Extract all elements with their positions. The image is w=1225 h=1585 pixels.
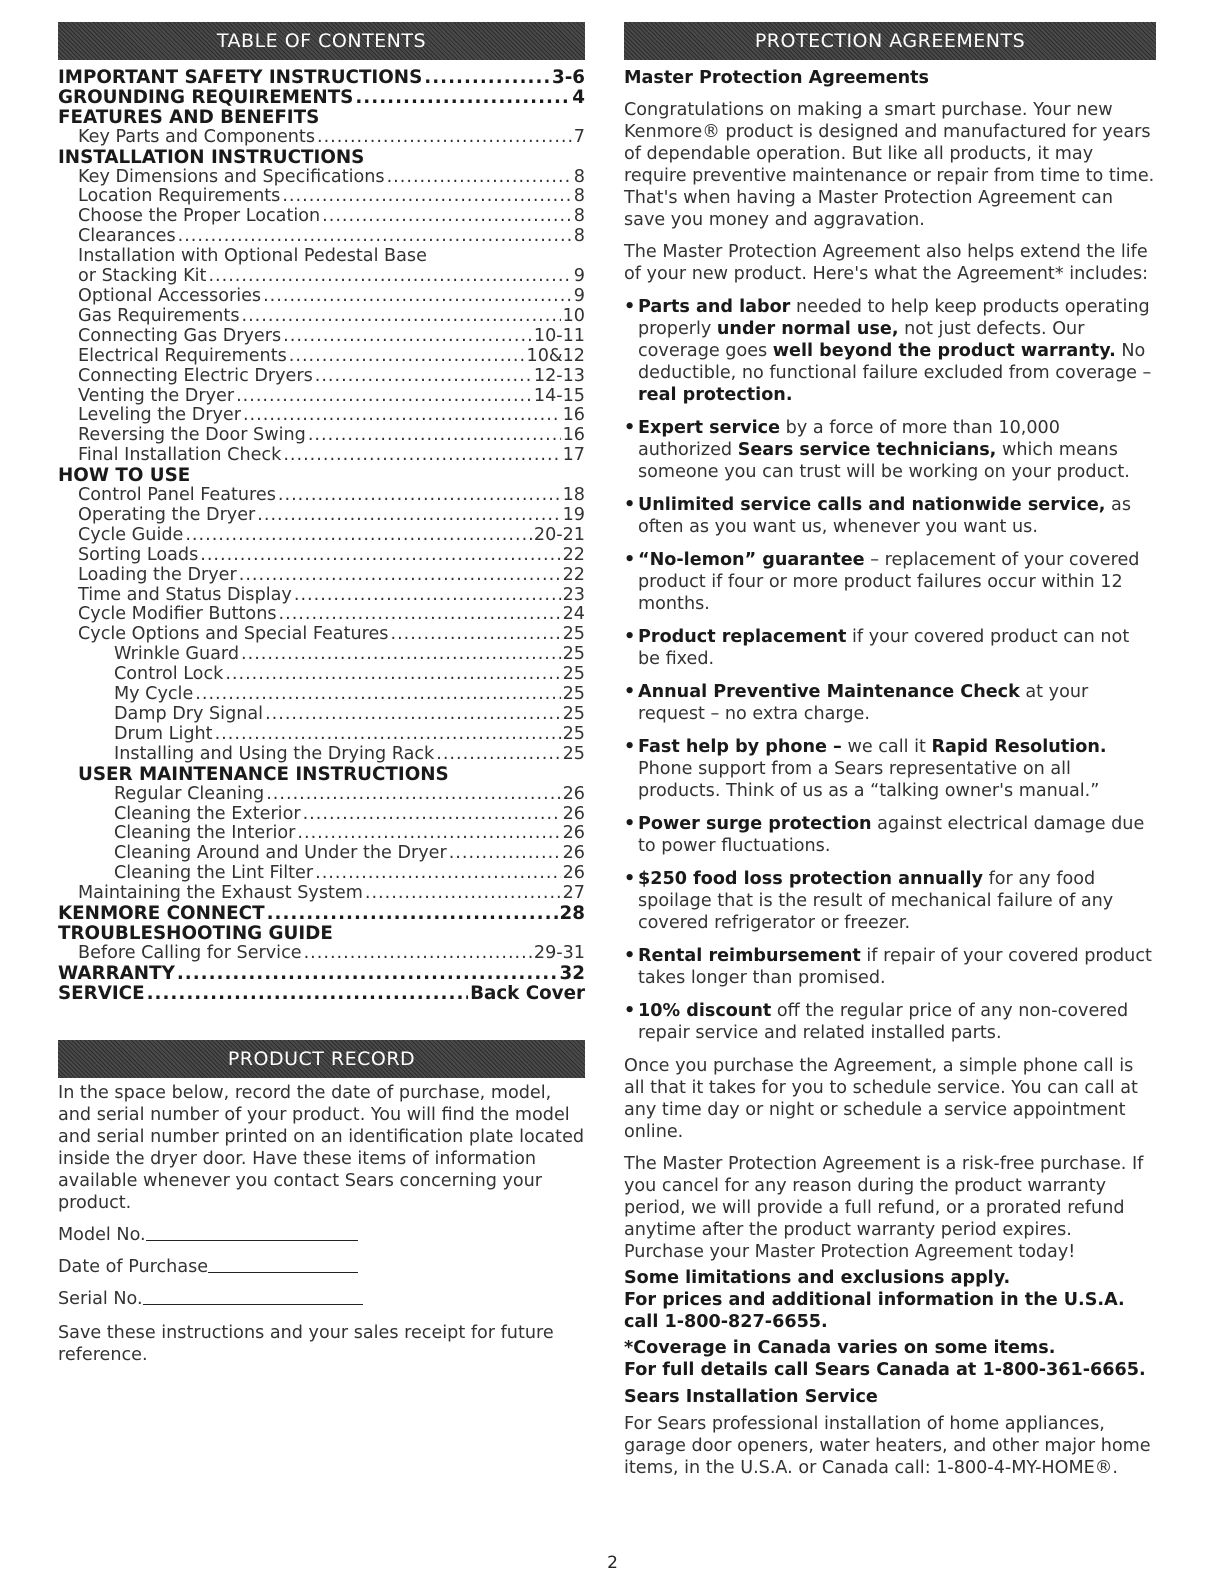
- toc-entry-title: INSTALLATION INSTRUCTIONS: [58, 147, 365, 168]
- toc-leader-dots: [243, 406, 561, 426]
- date-line: [208, 1272, 358, 1273]
- toc-entry-title: Key Parts and Components: [78, 127, 315, 147]
- toc-entry-page: 20-21: [533, 525, 585, 545]
- toc-entry: [58, 267, 585, 287]
- bullet-food-loss: • $250 food loss protection annually for any food spoilage that is the result of mechanical failure of any covered refrigerator or freezer.: [624, 869, 1114, 933]
- toc-entry: [58, 367, 585, 387]
- canada-coverage-text: *Coverage in Canada varies on some items.: [624, 1338, 1056, 1358]
- toc-entry-title: Maintaining the Exhaust System: [78, 884, 363, 904]
- toc-entry-title: HOW TO USE: [58, 466, 191, 487]
- toc-entry-title: TROUBLESHOOTING GUIDE: [58, 923, 333, 944]
- toc-entry-page: Back Cover: [470, 983, 585, 1004]
- toc-leader-dots: [147, 984, 468, 1004]
- toc-banner: TABLE OF CONTENTS: [58, 22, 585, 60]
- toc-entry-title: Loading the Dryer: [78, 565, 237, 585]
- toc-entry-page: 26: [562, 804, 585, 824]
- toc-entry-title: SERVICE: [58, 983, 145, 1004]
- toc-leader-dots: [236, 387, 532, 407]
- toc-entry-page: 8: [573, 187, 585, 207]
- toc-entry-page: 25: [562, 625, 585, 645]
- toc-entry-title: Leveling the Dryer: [78, 406, 241, 426]
- toc-entry-page: 26: [562, 844, 585, 864]
- installation-service-text: For Sears professional installation of home appliances, garage door openers, water heaters, and other major home items, in the U.S.A. or Canada call: 1-800-4-MY-HOME®.: [624, 1414, 1151, 1478]
- toc-leader-dots: [241, 645, 561, 665]
- toc-entry-title: Final Installation Check: [78, 446, 282, 466]
- toc-entry-page: 8: [573, 167, 585, 187]
- toc-entry: [58, 68, 585, 88]
- toc-entry-page: 23: [562, 585, 585, 605]
- toc-entry: [58, 406, 585, 426]
- toc-entry-page: 28: [559, 904, 585, 924]
- toc-entry-title: Wrinkle Guard: [114, 645, 240, 665]
- toc-entry-page: 26: [562, 864, 585, 884]
- toc-entry: [58, 805, 585, 825]
- toc-entry: [58, 625, 585, 645]
- toc-entry: [58, 347, 585, 367]
- toc-entry-title: Cycle Options and Special Features: [78, 625, 389, 645]
- toc-entry: [58, 566, 585, 586]
- us-prices-text: For prices and additional information in the U.S.A. call 1-800-827-6655.: [624, 1290, 1125, 1332]
- toc-entry-page: 10: [562, 306, 585, 326]
- toc-entry-title: Choose the Proper Location: [78, 207, 321, 227]
- toc-entry-title: Control Lock: [114, 665, 224, 685]
- toc-leader-dots: [283, 327, 532, 347]
- toc-leader-dots: [424, 68, 550, 88]
- extend-life-paragraph: The Master Protection Agreement also helps extend the life of your new product. Here's what the Agreement* includes:: [624, 242, 1149, 284]
- toc-leader-dots: [387, 168, 572, 188]
- toc-entry: [58, 944, 585, 964]
- toc-entry: [58, 605, 585, 625]
- toc-leader-dots: [267, 904, 558, 924]
- toc-leader-dots: [265, 705, 561, 725]
- toc-leader-dots: [315, 864, 561, 884]
- bullet-annual-check: • Annual Preventive Maintenance Check at your request – no extra charge.: [624, 682, 1089, 724]
- toc-entry: [58, 446, 585, 466]
- toc-leader-dots: [308, 426, 561, 446]
- purchase-paragraph: Once you purchase the Agreement, a simple phone call is all that it takes for you to schedule service. You can call at any time day or night or schedule a service appointment online.: [624, 1056, 1138, 1142]
- serial-label: Serial No.: [58, 1289, 143, 1309]
- toc-entry-title: Regular Cleaning: [114, 784, 265, 804]
- toc-entry-title: Connecting Electric Dryers: [78, 366, 313, 386]
- toc-entry-title: Cleaning Around and Under the Dryer: [114, 844, 447, 864]
- toc-entry-page: 22: [562, 565, 585, 585]
- toc-entry-title: Key Dimensions and Specifications: [78, 167, 385, 187]
- toc-entry-page: 16: [562, 426, 585, 446]
- toc-leader-dots: [215, 725, 561, 745]
- toc-leader-dots: [390, 625, 560, 645]
- toc-entry-page: 9: [573, 286, 585, 306]
- toc-entry: [58, 307, 585, 327]
- toc-entry: [58, 506, 585, 526]
- toc-entry-title: WARRANTY: [58, 963, 175, 984]
- toc-leader-dots: [263, 287, 572, 307]
- bullet-parts-labor: • Parts and labor needed to help keep products operating properly under normal use, not just defects. Our coverage goes well beyond the product warranty. No deductible, no functional failure excluded from coverage – real protection.: [624, 297, 1152, 405]
- toc-leader-dots: [317, 128, 572, 148]
- toc-entry-title: KENMORE CONNECT: [58, 904, 265, 924]
- toc-entry: [58, 844, 585, 864]
- toc-leader-dots: [283, 446, 560, 466]
- bullet-discount: • 10% discount off the regular price of any non-covered repair service and related installed parts.: [624, 1001, 1129, 1043]
- toc-leader-dots: [208, 267, 571, 287]
- toc-entry: [58, 546, 585, 566]
- toc-entry: [58, 486, 585, 506]
- serial-line: [143, 1304, 363, 1305]
- toc-entry-page: 25: [562, 665, 585, 685]
- model-line: [146, 1240, 358, 1241]
- toc-leader-dots: [322, 207, 572, 227]
- toc-entry-title: Cycle Modifier Buttons: [78, 605, 277, 625]
- product-record-banner: PRODUCT RECORD: [58, 1040, 585, 1078]
- toc-entry: [58, 824, 585, 844]
- toc-entry: [58, 745, 585, 765]
- toc-entry-page: 8: [573, 227, 585, 247]
- toc-entry-title: Optional Accessories: [78, 286, 262, 306]
- toc-leader-dots: [279, 605, 561, 625]
- model-label: Model No.: [58, 1225, 146, 1245]
- toc-entry-title: Drum Light: [114, 724, 213, 744]
- toc-entry-title: Damp Dry Signal: [114, 705, 264, 724]
- date-field: [58, 1256, 585, 1278]
- toc-entry-title: Cleaning the Exterior: [114, 804, 301, 824]
- bullet-unlimited-service: • Unlimited service calls and nationwide service, as often as you want us, whenever you want us.: [624, 495, 1132, 537]
- toc-entry-title: Reversing the Door Swing: [78, 426, 306, 446]
- toc-entry-title: IMPORTANT SAFETY INSTRUCTIONS: [58, 68, 423, 88]
- toc-entry: [58, 904, 585, 924]
- toc-entry: [58, 884, 585, 904]
- toc-entry: [58, 685, 585, 705]
- toc-entry: [58, 785, 585, 805]
- page-number: 2: [607, 1553, 618, 1573]
- toc-entry-title: Location Requirements: [78, 187, 281, 207]
- toc-leader-dots: [303, 805, 561, 825]
- toc-leader-dots: [257, 506, 560, 526]
- toc-entry: [58, 466, 585, 486]
- bullet-fast-help: • Fast help by phone – we call it Rapid Resolution. Phone support from a Sears representative on all products. Think of us as a “talking owner's manual.”: [624, 737, 1107, 801]
- protection-section: [624, 22, 1156, 1479]
- canada-details-text: For full details call Sears Canada at 1-800-361-6665.: [624, 1360, 1146, 1380]
- toc-entry-page: 14-15: [533, 386, 585, 406]
- toc-entry-title: Operating the Dryer: [78, 505, 256, 525]
- toc-entry: [58, 108, 585, 128]
- toc-leader-dots: [304, 944, 532, 964]
- save-instructions-text: Save these instructions and your sales receipt for future reference.: [58, 1323, 554, 1365]
- toc-entry-page: 25: [562, 744, 585, 764]
- toc-leader-dots: [315, 367, 532, 387]
- toc-leader-dots: [278, 486, 561, 506]
- toc-entry-page: 22: [562, 545, 585, 565]
- risk-free-paragraph: The Master Protection Agreement is a risk-free purchase. If you cancel for any reason during the product warranty period, we will provide a full refund, or a prorated refund anytime after the product warranty period expires. Purchase your Master Protection Agreement today!: [624, 1154, 1144, 1262]
- toc-entry-title: GROUNDING REQUIREMENTS: [58, 87, 354, 108]
- toc-entry: [58, 88, 585, 108]
- toc-entry: [58, 586, 585, 606]
- toc-leader-dots: [242, 307, 561, 327]
- toc-leader-dots: [200, 546, 560, 566]
- congrats-paragraph: Congratulations on making a smart purchase. Your new Kenmore® product is designed and manufactured for years of dependable operation. But like all products, it may require preventive maintenance or repair from time to time. That's when having a Master Protection Agreement can save you money and aggravation.: [624, 100, 1155, 230]
- toc-entry-page: 26: [562, 824, 585, 844]
- toc-entry: [58, 526, 585, 546]
- toc-entry-page: 8: [573, 207, 585, 227]
- limitations-text: Some limitations and exclusions apply.: [624, 1268, 1011, 1288]
- toc-entry-page: 19: [562, 505, 585, 525]
- toc-entry-page: 7: [573, 127, 585, 147]
- toc-leader-dots: [239, 566, 561, 586]
- toc-entry-title: or Stacking Kit: [78, 267, 207, 287]
- toc-leader-dots: [282, 187, 571, 207]
- serial-field: [58, 1288, 585, 1310]
- toc-leader-dots: [177, 964, 558, 984]
- toc-entry-page: 32: [559, 963, 585, 984]
- toc-entry-title: Venting the Dryer: [78, 386, 235, 406]
- toc-entry-page: 25: [562, 645, 585, 665]
- toc-entry-page: 3-6: [551, 68, 585, 88]
- toc-entry: [58, 327, 585, 347]
- toc-leader-dots: [449, 844, 561, 864]
- master-protection-heading: Master Protection Agreements: [624, 68, 930, 88]
- toc-entry-title: Cycle Guide: [78, 525, 184, 545]
- toc-entry-title: My Cycle: [114, 685, 194, 705]
- model-field: [58, 1224, 585, 1246]
- toc-entry-page: 16: [562, 406, 585, 426]
- bullet-expert-service: • Expert service by a force of more than 10,000 authorized Sears service technicians, which means someone you can trust will be working on your product.: [624, 418, 1130, 482]
- toc-leader-dots: [289, 347, 525, 367]
- toc-entry-page: 29-31: [533, 943, 585, 963]
- toc-leader-dots: [185, 526, 532, 546]
- toc-entry-title: Installation with Optional Pedestal Base: [78, 247, 427, 267]
- toc-entry: [58, 665, 585, 685]
- toc-list: [58, 68, 585, 1004]
- bullet-no-lemon: • “No-lemon” guarantee – replacement of your covered product if four or more product failures occur within 12 months.: [624, 550, 1140, 614]
- toc-entry-title: Sorting Loads: [78, 545, 199, 565]
- toc-leader-dots: [365, 884, 561, 904]
- toc-entry-title: Gas Requirements: [78, 306, 240, 326]
- toc-entry-title: Electrical Requirements: [78, 346, 287, 366]
- toc-entry: [58, 148, 585, 168]
- toc-entry-page: 17: [562, 446, 585, 466]
- toc-entry-title: Installing and Using the Drying Rack: [114, 744, 435, 764]
- toc-entry-page: 25: [562, 705, 585, 724]
- toc-entry-page: 26: [562, 784, 585, 804]
- toc-entry: [58, 187, 585, 207]
- toc-entry-page: 12-13: [533, 366, 585, 386]
- toc-entry-title: Cleaning the Interior: [114, 824, 296, 844]
- product-record-section: [58, 1040, 585, 1366]
- toc-leader-dots: [294, 586, 561, 606]
- toc-entry: [58, 964, 585, 984]
- toc-leader-dots: [355, 88, 570, 108]
- toc-entry-page: 25: [562, 724, 585, 744]
- product-record-text: In the space below, record the date of purchase, model, and serial number of your product. You will find the model and serial number printed on an identification plate located inside the dryer door. Have these items of information available whenever you contact Sears concerning your product.: [58, 1083, 585, 1213]
- toc-entry: [58, 128, 585, 148]
- toc-entry: [58, 725, 585, 745]
- bullet-power-surge: • Power surge protection against electrical damage due to power fluctuations.: [624, 814, 1145, 856]
- toc-leader-dots: [436, 745, 560, 765]
- installation-service-heading: Sears Installation Service: [624, 1387, 878, 1407]
- toc-entry-page: 25: [562, 685, 585, 705]
- toc-entry-page: 4: [572, 87, 585, 108]
- toc-entry-page: 24: [562, 605, 585, 625]
- toc-entry: [58, 207, 585, 227]
- toc-entry: [58, 765, 585, 785]
- toc-leader-dots: [266, 785, 560, 805]
- toc-leader-dots: [297, 824, 560, 844]
- protection-banner: PROTECTION AGREEMENTS: [624, 22, 1156, 60]
- toc-entry-title: Cleaning the Lint Filter: [114, 864, 314, 884]
- toc-entry: [58, 864, 585, 884]
- toc-leader-dots: [178, 227, 572, 247]
- toc-entry-page: 10-11: [533, 326, 585, 346]
- toc-entry: [58, 426, 585, 446]
- toc-entry-page: 27: [562, 884, 585, 904]
- bullet-product-replacement: • Product replacement if your covered product can not be fixed.: [624, 627, 1130, 669]
- toc-entry-page: 18: [562, 486, 585, 506]
- toc-entry: [58, 984, 585, 1004]
- toc-entry: [58, 645, 585, 665]
- toc-entry: [58, 247, 585, 267]
- toc-entry: [58, 227, 585, 247]
- toc-entry: [58, 387, 585, 407]
- toc-entry: [58, 287, 585, 307]
- toc-entry-title: Control Panel Features: [78, 486, 276, 506]
- toc-section: [58, 22, 585, 1004]
- toc-entry: [58, 705, 585, 725]
- toc-entry-title: FEATURES AND BENEFITS: [58, 107, 320, 128]
- toc-entry-title: Connecting Gas Dryers: [78, 326, 282, 346]
- toc-entry-title: Before Calling for Service: [78, 943, 302, 963]
- bullet-rental-reimbursement: • Rental reimbursement if repair of your covered product takes longer than promised.: [624, 946, 1152, 988]
- toc-entry-title: Time and Status Display: [78, 585, 292, 605]
- toc-entry-title: Clearances: [78, 227, 176, 247]
- toc-entry: [58, 168, 585, 188]
- toc-entry-title: USER MAINTENANCE INSTRUCTIONS: [78, 764, 449, 785]
- toc-leader-dots: [225, 665, 560, 685]
- toc-leader-dots: [195, 685, 560, 705]
- toc-entry: [58, 924, 585, 944]
- toc-entry-page: 9: [573, 267, 585, 287]
- toc-entry-page: 10&12: [526, 346, 585, 366]
- date-label: Date of Purchase: [58, 1257, 209, 1277]
